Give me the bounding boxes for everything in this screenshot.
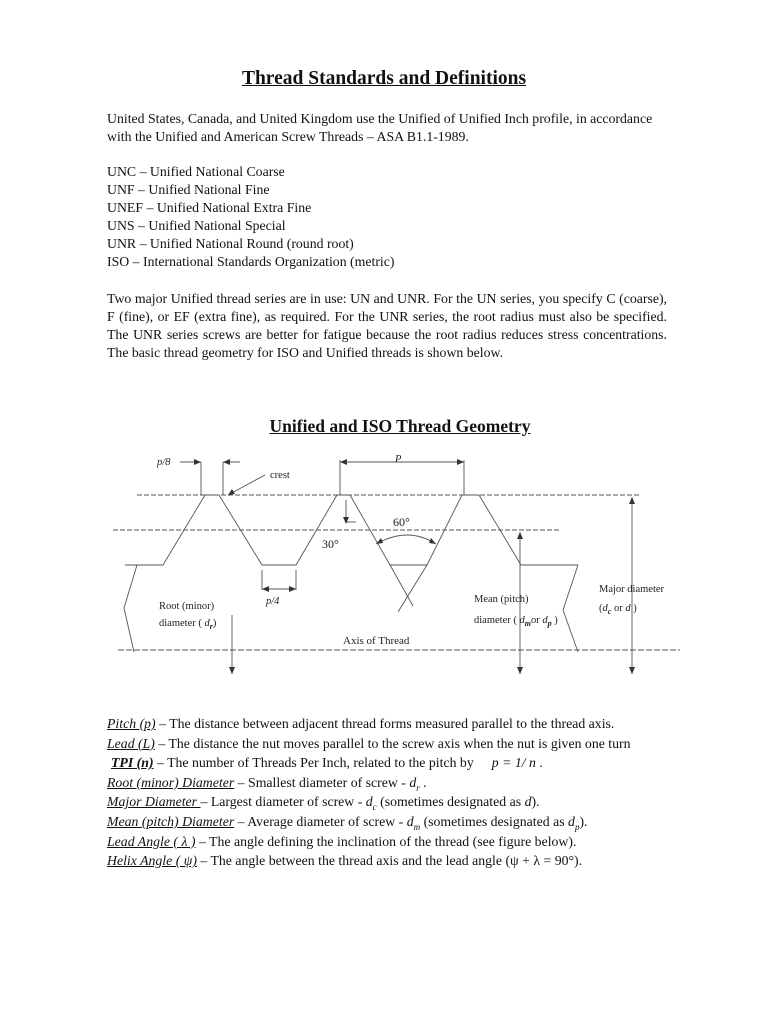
term-mean-diameter: Mean (pitch) Diameter bbox=[107, 813, 235, 829]
page-title: Thread Standards and Definitions bbox=[241, 68, 527, 89]
label-root-line1: Root (minor) bbox=[159, 601, 215, 612]
label-p8: p/8 bbox=[157, 457, 171, 468]
arrow-head bbox=[223, 459, 230, 465]
label-angle-60: 60° bbox=[393, 515, 410, 529]
list-item: UNC – Unified National Coarse bbox=[107, 164, 285, 179]
arrow-head bbox=[343, 517, 349, 524]
arrow-head bbox=[340, 459, 347, 465]
arrow-head bbox=[629, 497, 635, 504]
right-break-line bbox=[563, 565, 578, 652]
definition-root-diameter: Root (minor) Diameter – Smallest diameter of screw - $d_r$ . bbox=[107, 774, 427, 793]
list-item: UNF – Unified National Fine bbox=[107, 182, 270, 197]
term-pitch: Pitch (p) bbox=[107, 716, 156, 731]
intro-paragraph: United States, Canada, and United Kingdom use the Unified of Unified Inch profile, in accordance with the Unified and American Screw Threads – ASA B1.1-1989. bbox=[107, 111, 653, 144]
definitions-list bbox=[107, 714, 667, 871]
definition-text: – Average diameter of screw - bbox=[234, 813, 407, 829]
list-item: UNS – Unified National Special bbox=[107, 218, 286, 233]
extension-line bbox=[390, 565, 413, 606]
term-lead: Lead (L) bbox=[107, 735, 155, 751]
definition-text: – The distance between adjacent thread forms measured parallel to the thread axis. bbox=[155, 716, 615, 731]
series-paragraph: Two major Unified thread series are in use: UN and UNR. For the UN series, you specify C (coarse), F (fine), or EF (extra fine), as required. For the UNR series, the root radius must also be specified. The UNR series screws are better for fatigue because the root radius reduces stress concentrations. The basic thread geometry for ISO and Unified threads is shown below. bbox=[107, 291, 667, 360]
definition-text: – Largest diameter of screw - bbox=[200, 794, 366, 810]
list-item: ISO – International Standards Organization (metric) bbox=[107, 254, 395, 269]
label-p4: p/4 bbox=[266, 596, 280, 607]
label-mean-line1: Mean (pitch) bbox=[474, 594, 529, 605]
arrow-head bbox=[429, 538, 436, 544]
arrow-head bbox=[289, 586, 296, 592]
definition-mean-diameter: Mean (pitch) Diameter – Average diameter of screw - $d_m$ (sometimes designated as $d_p$). bbox=[107, 813, 588, 832]
tpi-formula: p = 1/ n bbox=[491, 755, 536, 771]
definition-text: – The number of Threads Per Inch, related to the pitch by bbox=[153, 755, 474, 771]
label-major-line2: ($d_c$ or d ) bbox=[599, 603, 637, 616]
arrow-head bbox=[229, 667, 235, 674]
left-break-line bbox=[124, 565, 137, 652]
definition-text: – The angle between the thread axis and the lead angle (ψ + λ = 90°). bbox=[196, 853, 583, 869]
term-helix-angle: Helix Angle ( ψ) bbox=[107, 853, 197, 869]
term-lead-angle: Lead Angle ( λ ) bbox=[107, 833, 196, 849]
label-axis: Axis of Thread bbox=[343, 635, 410, 647]
label-crest: crest bbox=[270, 470, 290, 481]
term-major-diameter: Major Diameter bbox=[107, 794, 201, 810]
definition-pitch bbox=[107, 714, 667, 734]
angle60-arc bbox=[376, 535, 436, 544]
arrow-head bbox=[517, 667, 523, 674]
definition-text: – Smallest diameter of screw - bbox=[234, 774, 410, 790]
arrow-head bbox=[262, 586, 269, 592]
label-root-line2: diameter ( $d_r$) bbox=[159, 618, 217, 631]
arrow-head bbox=[517, 532, 523, 539]
term-root-diameter: Root (minor) Diameter bbox=[107, 774, 235, 790]
definition-major-diameter: Major Diameter – Largest diameter of screw - $d_c$ (sometimes designated as d). bbox=[107, 794, 540, 813]
thread-series-list bbox=[107, 163, 667, 271]
definition-tpi: TPI (n) – The number of Threads Per Inch, related to the pitch by p = 1/ n . bbox=[111, 755, 543, 771]
list-item: UNEF – Unified National Extra Fine bbox=[107, 200, 312, 215]
definition-lead-angle bbox=[107, 832, 667, 852]
term-tpi: TPI (n) bbox=[111, 755, 154, 771]
arrow-head bbox=[457, 459, 464, 465]
label-major-line1: Major diameter bbox=[599, 584, 665, 595]
definition-text: – The distance the nut moves parallel to the screw axis when the nut is given one turn bbox=[154, 735, 631, 751]
thread-geometry-diagram bbox=[0, 440, 768, 680]
label-pitch: P bbox=[395, 454, 402, 465]
definition-lead bbox=[107, 734, 667, 754]
arrow-head bbox=[376, 538, 383, 544]
label-mean-line2: diameter ( $d_mor$ $d_p$ ) bbox=[474, 615, 558, 628]
arrow-head bbox=[629, 667, 635, 674]
arrow-head bbox=[194, 459, 201, 465]
label-angle-30: 30° bbox=[322, 537, 339, 551]
list-item: UNR – Unified National Round (round root) bbox=[107, 236, 354, 251]
definition-helix-angle bbox=[107, 851, 667, 871]
section-title: Unified and ISO Thread Geometry bbox=[269, 416, 531, 436]
definition-text: – The angle defining the inclination of the thread (see figure below). bbox=[195, 833, 577, 849]
